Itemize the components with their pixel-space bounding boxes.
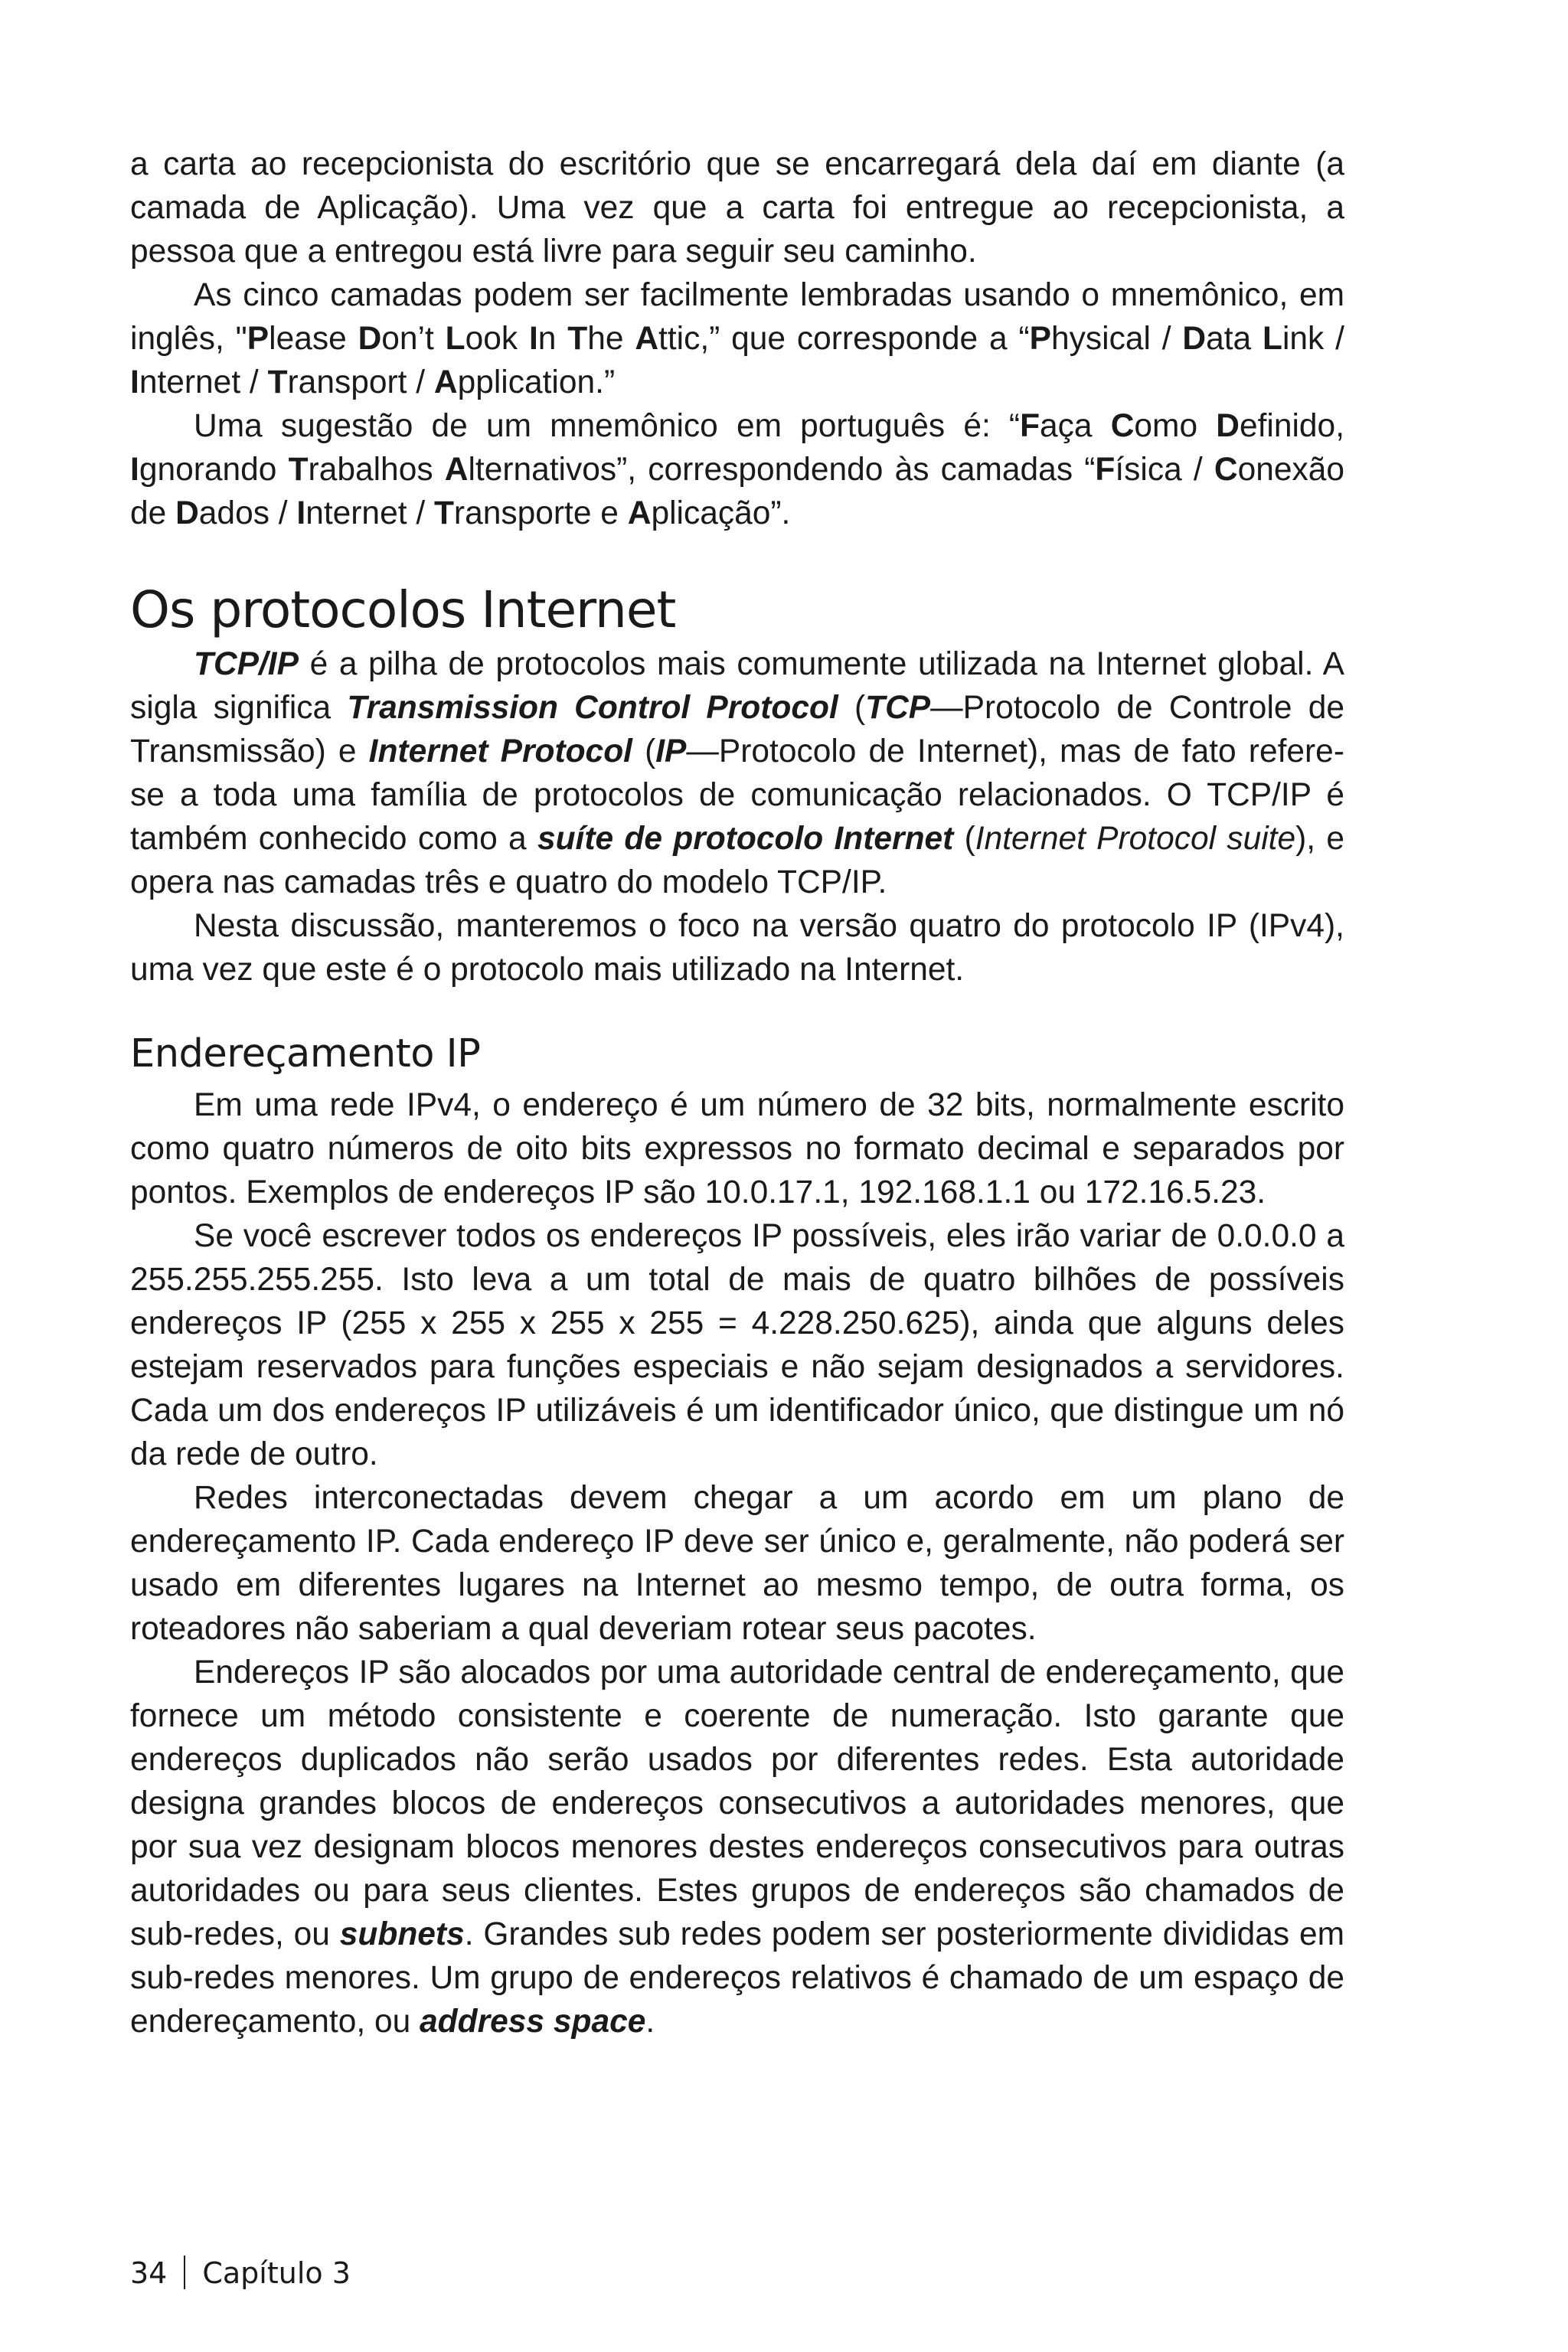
footer-divider <box>184 2256 185 2289</box>
page-body <box>130 142 1344 2043</box>
paragraph-mnemonic-english: As cinco camadas podem ser facilmente lembradas usando o mnemônico, em inglês, "Please Don’t Look In The Attic,” que corresponde a “Physical / Data Link / Internet / Transport / Application.” <box>130 277 1344 400</box>
page-footer <box>130 2256 351 2290</box>
subsection-title-ip-addressing: Endereçamento IP <box>130 1031 481 1076</box>
section-title-protocols: Os protocolos Internet <box>130 580 676 639</box>
paragraph-addressing-plan: Redes interconectadas devem chegar a um acordo em um plano de endereçamento IP. Cada endereço IP deve ser único e, geralmente, não poderá ser usado em diferentes lugares na Internet ao mesmo tempo, de outra forma, os roteadores não saberiam a qual deveriam rotear seus pacotes. <box>130 1480 1344 1647</box>
page-number: 34 <box>130 2256 168 2290</box>
paragraph-tcpip-definition: TCP/IP é a pilha de protocolos mais comumente utilizada na Internet global. A sigla significa Transmission Control Protocol (TCP—Protocolo de Controle de Transmissão) e Internet Protocol (IP—Protocolo de Internet), mas de fato refere-se a toda uma família de protocolos de comunicação relacionados. O TCP/IP é também conhecido como a suíte de protocolo Internet (Internet Protocol suite), e opera nas camadas três e quatro do modelo TCP/IP. <box>130 646 1345 900</box>
paragraph-mnemonic-portuguese: Uma sugestão de um mnemônico em português é: “Faça Como Definido, Ignorando Trabalhos Alternativos”, correspondendo às camadas “Física / Conexão de Dados / Internet / Transporte e Aplicação”. <box>130 408 1344 531</box>
paragraph-address-range: Se você escrever todos os endereços IP possíveis, eles irão variar de 0.0.0.0 a 255.255.255.255. Isto leva a um total de mais de quatro bilhões de possíveis endereços IP (255 x 255 x 255 x 255 = 4.228.250.625), ainda que alguns deles estejam reservados para funções especiais e não sejam designados a servidores. Cada um dos endereços IP utilizáveis é um identificador único, que distingue um nó da rede de outro. <box>130 1218 1344 1472</box>
chapter-label: Capítulo 3 <box>202 2256 351 2290</box>
paragraph-ipv4-address: Em uma rede IPv4, o endereço é um número de 32 bits, normalmente escrito como quatro números de oito bits expressos no formato decimal e separados por pontos. Exemplos de endereços IP são 10.0.17.1, 192.168.1.1 ou 172.16.5.23. <box>130 1087 1344 1210</box>
paragraph-ipv4-focus: Nesta discussão, manteremos o foco na versão quatro do protocolo IP (IPv4), uma vez que este é o protocolo mais utilizado na Internet. <box>130 908 1344 988</box>
paragraph-address-allocation: Endereços IP são alocados por uma autoridade central de endereçamento, que fornece um método consistente e coerente de numeração. Isto garante que endereços duplicados não serão usados por diferentes redes. Esta autoridade designa grandes blocos de endereços consecutivos a autoridades menores, que por sua vez designam blocos menores destes endereços consecutivos para outras autoridades ou para seus clientes. Estes grupos de endereços são chamados de sub-redes, ou subnets. Grandes sub redes podem ser posteriormente divididas em sub-redes menores. Um grupo de endereços relativos é chamado de um espaço de endereçamento, ou address space. <box>130 1655 1345 2040</box>
paragraph-continuation: a carta ao recepcionista do escritório que se encarregará dela daí em diante (a camada de Aplicação). Uma vez que a carta foi entregue ao recepcionista, a pessoa que a entregou está livre para seguir seu caminho. <box>130 146 1344 270</box>
